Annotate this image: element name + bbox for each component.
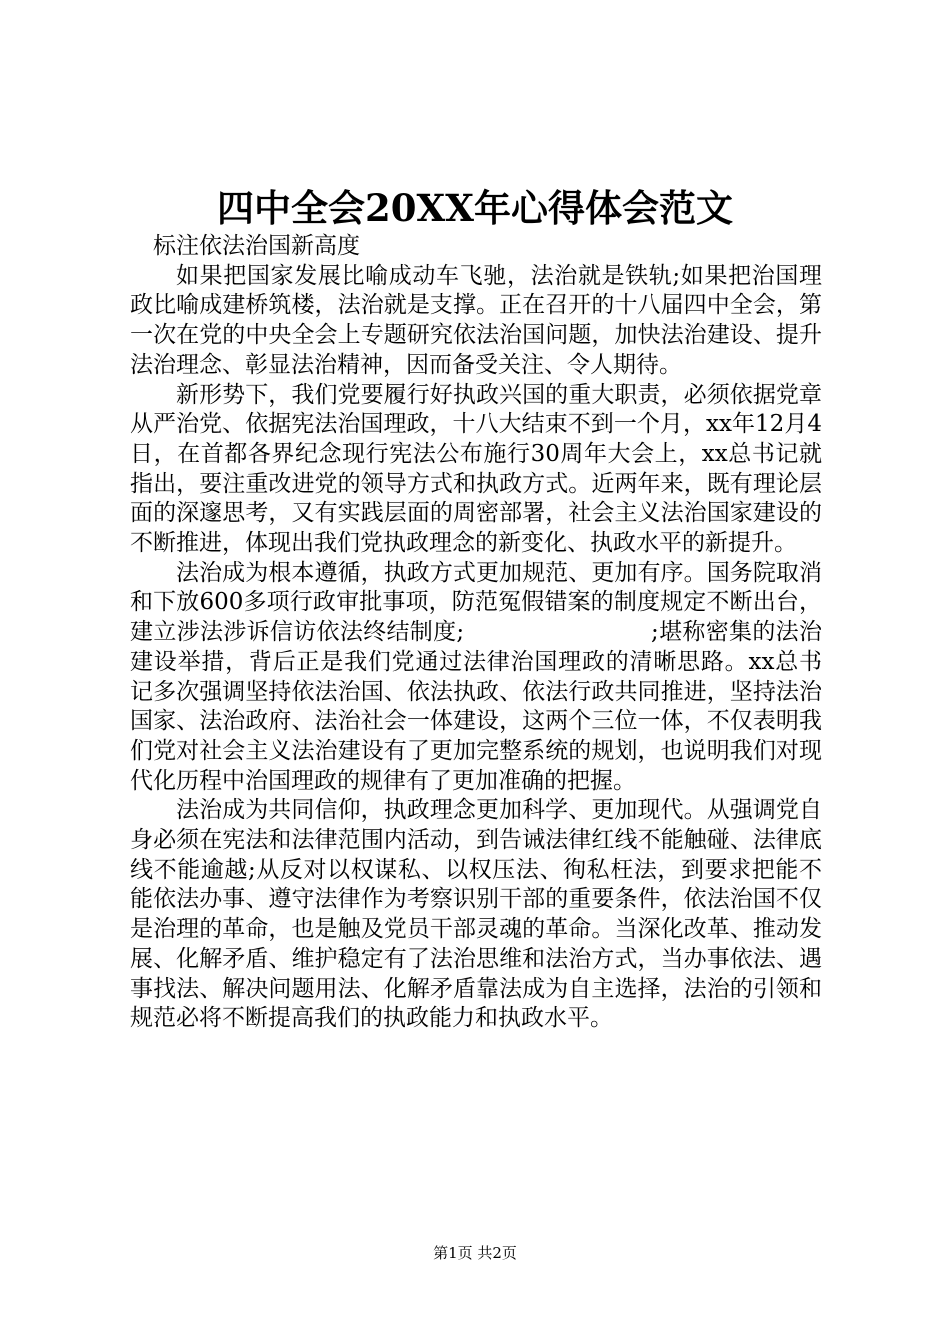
page-number-footer: 第1页 共2页 xyxy=(433,1244,517,1262)
body-paragraph-3: 法治成为根本遵循，执政方式更加规范、更加有序。国务院取消和下放600多项行政审批事项，防范冤假错案的制度规定不断出台，建立涉法涉诉信访依法终结制度; ;堪称密集的法治建设举措，背后正是我们党通过法律治国理政的清晰思路。xx总书记多次强调坚持依法治国、依法执政、依法行政共同推进，坚持法治国家、法治政府、法治社会一体建设，这两个三位一体，不仅表明我们党对社会主义法治建设有了更加完整系统的规划，也说明我们对现代化历程中治国理政的规律有了更加准确的把握。 xyxy=(130,559,822,794)
document-body xyxy=(130,232,822,1034)
body-paragraph-4: 法治成为共同信仰，执政理念更加科学、更加现代。从强调党自身必须在宪法和法律范围内活动，到告诫法律红线不能触碰、法律底线不能逾越;从反对以权谋私、以权压法、徇私枉法，到要求把能不能依法办事、遵守法律作为考察识别干部的重要条件，依法治国不仅是治理的革命，也是触及党员干部灵魂的革命。当深化改革、推动发展、化解矛盾、维护稳定有了法治思维和法治方式，当办事依法、遇事找法、解决问题用法、化解矛盾靠法成为自主选择，法治的引领和规范必将不断提高我们的执政能力和执政水平。 xyxy=(130,797,822,1032)
document-title: 四中全会20XX年心得体会范文 xyxy=(217,186,733,230)
body-paragraph-2: 新形势下，我们党要履行好执政兴国的重大职责，必须依据党章从严治党、依据宪法治国理政，十八大结束不到一个月，xx年12月4日，在首都各界纪念现行宪法公布施行30周年大会上，xx总书记就指出，要注重改进党的领导方式和执政方式。近两年来，既有理论层面的深邃思考，又有实践层面的周密部署，社会主义法治国家建设的不断推进，体现出我们党执政理念的新变化、执政水平的新提升。 xyxy=(130,381,822,557)
body-paragraph-1: 如果把国家发展比喻成动车飞驰，法治就是铁轨;如果把治国理政比喻成建桥筑楼，法治就是支撑。正在召开的十八届四中全会，第一次在党的中央全会上专题研究依法治国问题，加快法治建设、提升法治理念、彰显法治精神，因而备受关注、令人期待。 xyxy=(130,262,822,378)
document-subheading: 标注依法治国新高度 xyxy=(153,233,360,259)
